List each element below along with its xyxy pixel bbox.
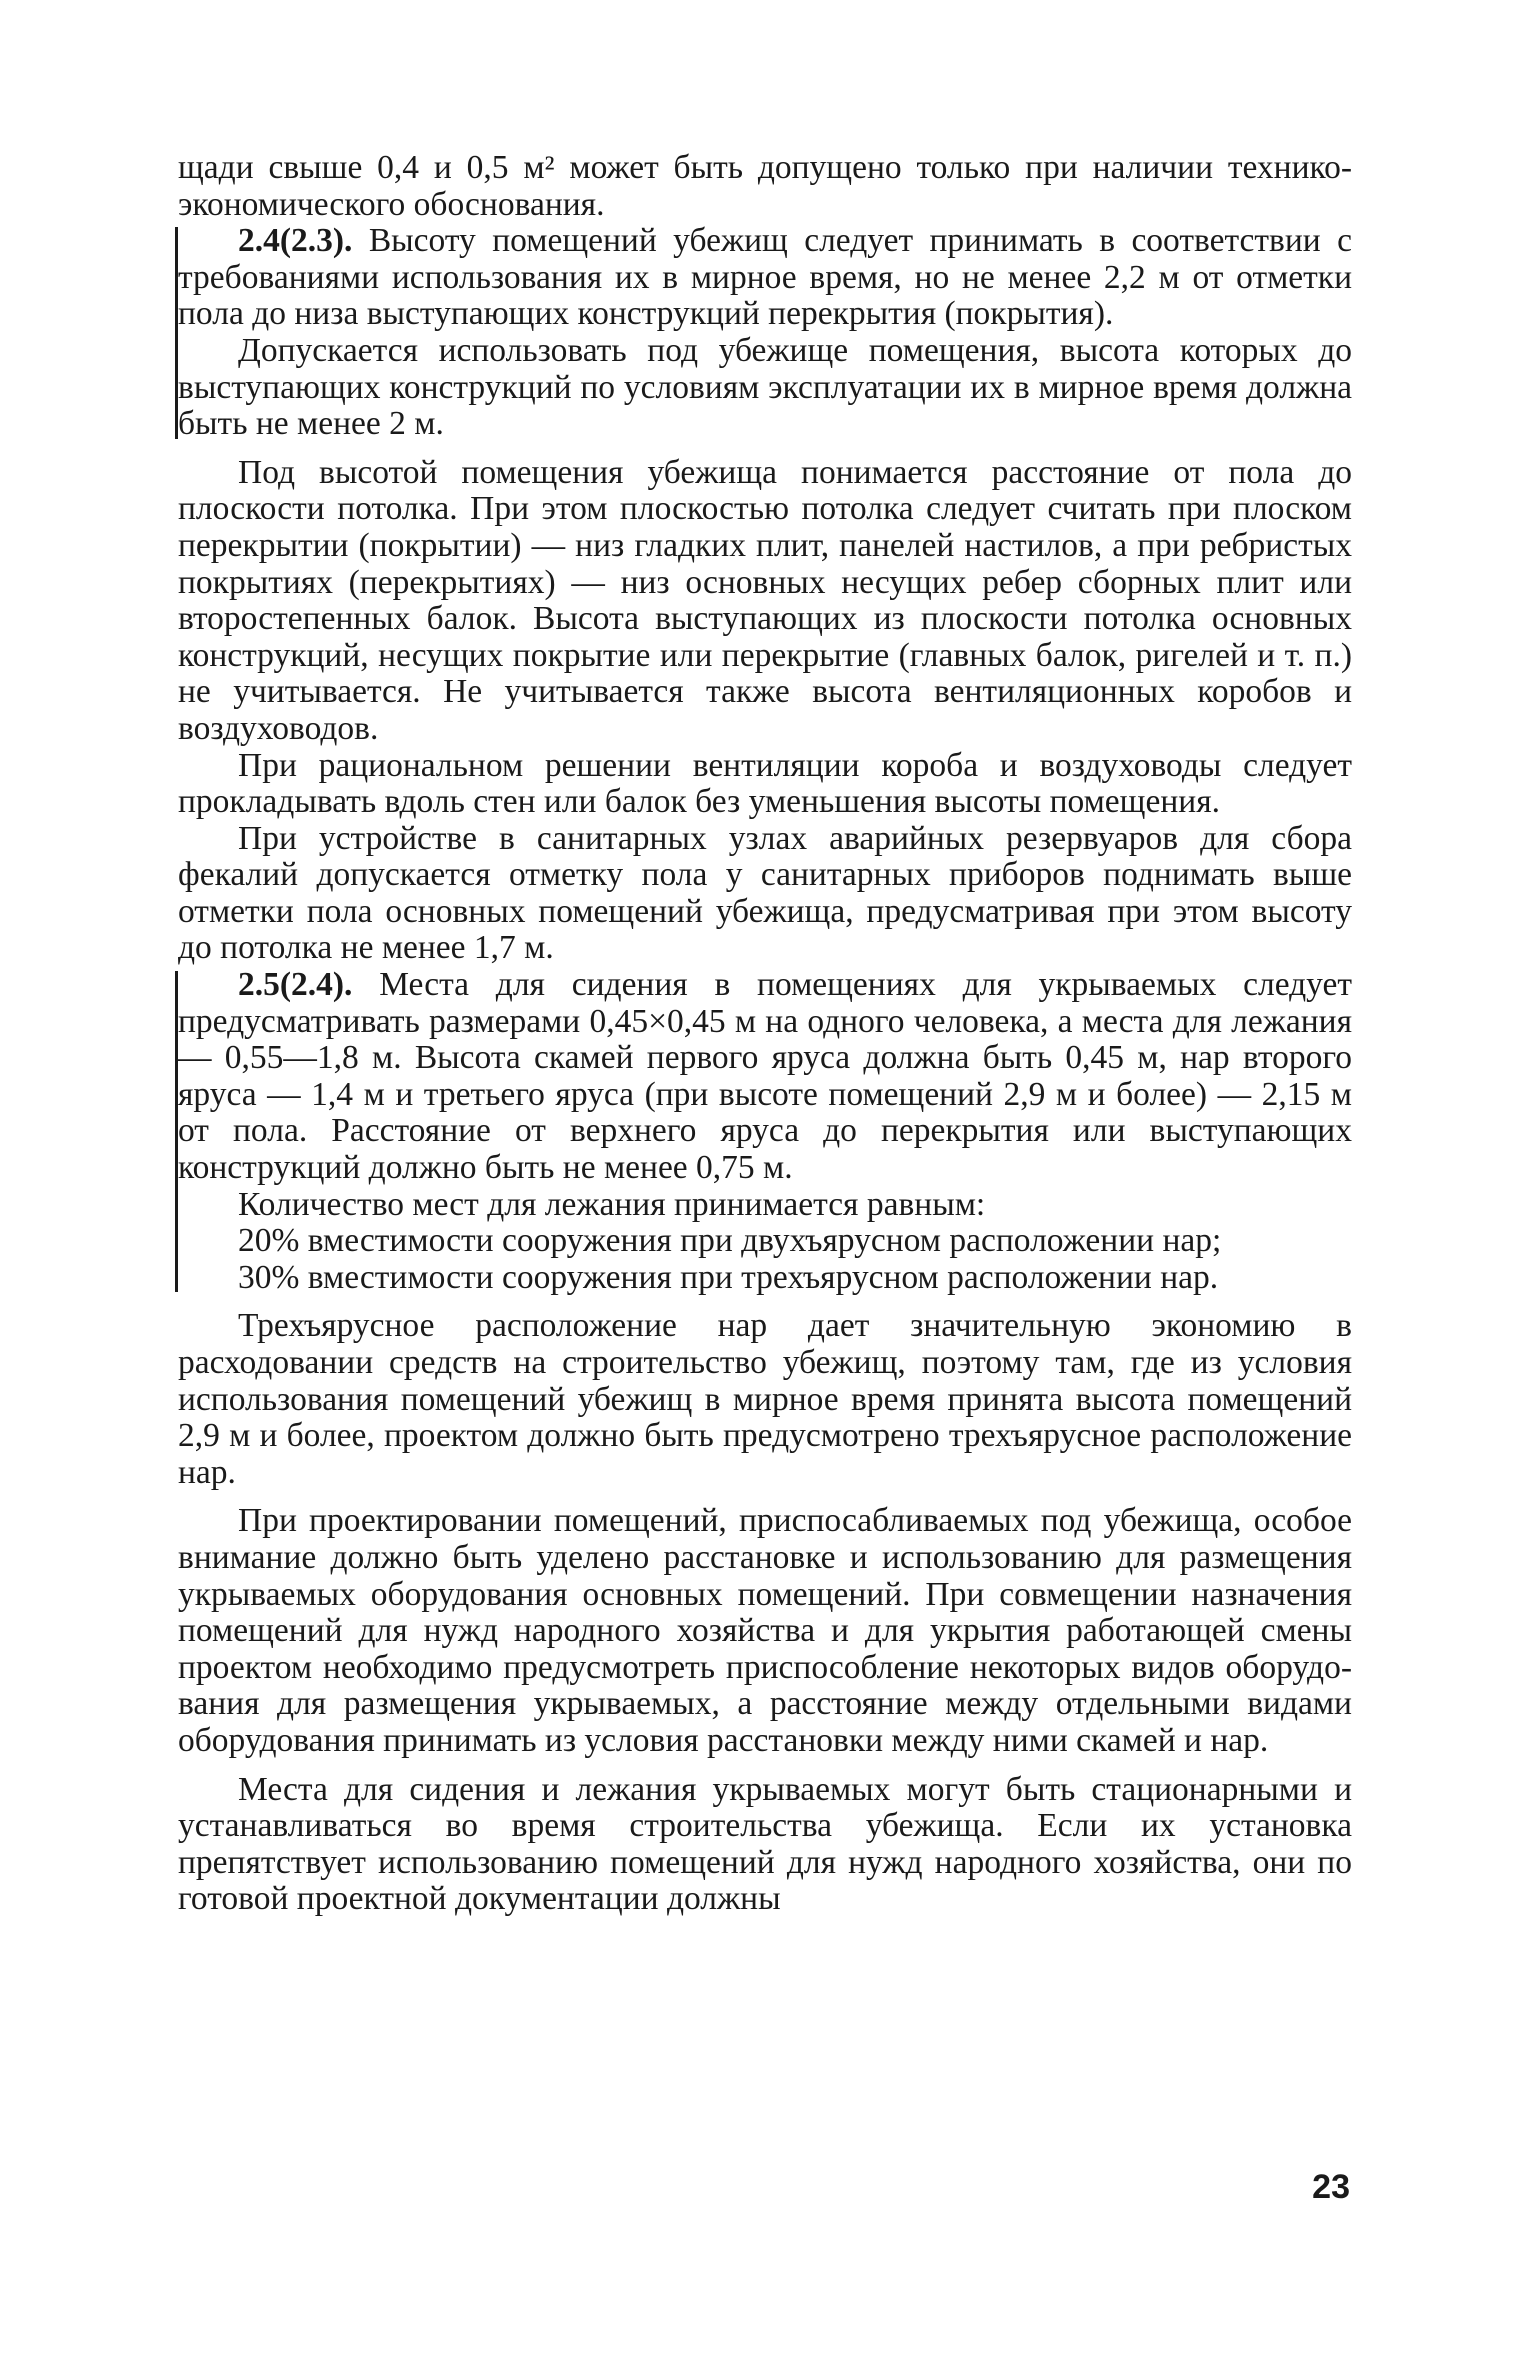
page-number: 23 [1312,2168,1350,2206]
paragraph-room-height-definition: Под высотой помещения убежища понимается расстояние от пола до плоскости потолка. При этом плоскостью потолка следует считать при плоском перекрытии (покрытии) — низ гладких плит, панелей настилов, а при ребристых покрытиях (перекрытиях) — низ основных несущих ребер сборных плит или второстепенных балок. Высота выступающих из плоскости потолка основных конструкций, несущих покрытие или перекрытие (главных балок, ригелей и т. п.) не учитывается. Не учитывается также высота вентиляционных коробов и воздуховодов. [178,453,1352,747]
document-body [178,150,1352,1918]
paragraph-continuation: щади свыше 0,4 и 0,5 м² может быть допущено только при наличии технико-экономического обоснования. [178,149,1352,223]
list-item-two-tier: 20% вместимости сооружения при двухъярусном расположении нар; [238,1222,1222,1260]
paragraph-equipment-placement: При проектировании помещений, приспосабливаемых под убежища, особое внимание должно быть уделено расстановке и использованию для размещения укрываемых оборудования основных помещений. При совмещении назначения помещений для нужд народного хозяйства и для укрытия работающей смены проектом необходимо предусмотреть приспособление некоторых видов оборудования для размещения укрываемых, а расстояние между отдельными видами оборудования принимать из условия расстановки между ними скамей и нар. [178,1502,1352,1759]
revision-block-2-5 [178,967,1352,1296]
paragraph-permitted-height: Допускается использовать под убежище помещения, высота которых до выступающих конструкций по условиям эксплуатации их в мирное время должна быть не менее 2 м. [178,331,1352,443]
paragraph-2-4 [178,223,1352,333]
paragraph-seating-installation: Места для сидения и лежания укрываемых могут быть стационарными и устанавливаться во время строительства убежища. Если их установка препятствует использованию помещений для нужд народного хозяйства, они по готовой проектной документации должны [178,1770,1352,1918]
revision-block-2-4 [178,223,1352,443]
paragraph-lying-places-count: Количество мест для лежания принимается равным: [238,1185,986,1223]
list-item-three-tier: 30% вместимости сооружения при трехъярусном расположении нар. [238,1258,1219,1296]
paragraph-text: Высоту помещений убежищ следует принимать в соответствии с требованиями использования их в мирное время, но не менее 2,2 м от отметки пола до низа выступающих конструкций перекрытия (покрытия). [178,222,1352,333]
paragraph-text: Места для сидения в помещениях для укрываемых следует предусматривать размерами 0,45×0,45 м на одного человека, а места для лежания — 0,55—1,8 м. Высота скамей первого яруса должна быть 0,45 м, нар второго яруса — 1,4 м и третьего яруса (при высоте помещений 2,9 м и более) — 2,15 м от пола. Расстояние от верхнего яруса до перекрытия или выступающих конструкций должно быть не менее 0,75 м. [178,966,1352,1187]
paragraph-2-5 [178,967,1352,1187]
clause-number: 2.5(2.4). [238,966,353,1004]
paragraph-sanitary-units: При устройстве в санитарных узлах аварийных резервуаров для сбора фекалий допускается отметку пола у санитарных приборов поднимать выше отметки пола основных помещений убежища, предусматривая при этом высоту до потолка не менее 1,7 м. [178,819,1352,967]
paragraph-ventilation-ducts: При рациональном решении вентиляции короба и воздуховоды следует прокладывать вдоль стен или балок без уменьшения высоты помещения. [178,746,1352,821]
clause-number: 2.4(2.3). [238,222,353,260]
paragraph-three-tier-economy: Трехъярусное расположение нар дает значительную экономию в расходовании средств на строительство убежищ, поэтому там, где из условия использования помещений убежищ в мирное время принята высота помещений 2,9 м и более, проектом должно быть предусмотрено трехъярусное расположение нар. [178,1307,1352,1491]
